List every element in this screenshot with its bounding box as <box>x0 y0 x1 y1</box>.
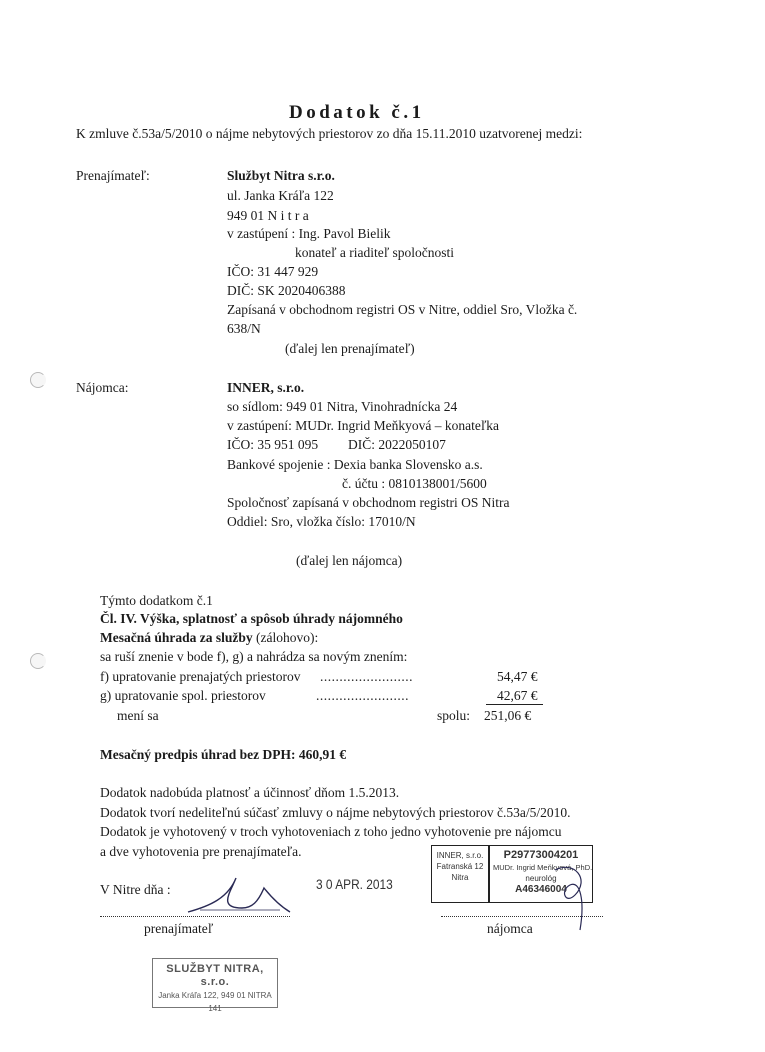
item-g-label: g) upratovanie spol. priestorov <box>100 688 266 703</box>
tenant-dic: DIČ: 2022050107 <box>348 437 446 452</box>
landlord-name: Službyt Nitra s.r.o. <box>227 168 335 183</box>
landlord-dic: DIČ: SK 2020406388 <box>227 283 346 298</box>
tenant-signature-label: nájomca <box>487 921 533 936</box>
punch-hole-top <box>30 372 46 388</box>
tenant-seat: so sídlom: 949 01 Nitra, Vinohradnícka 24 <box>227 399 458 414</box>
item-f-label: f) upratovanie prenajatých priestorov <box>100 669 301 684</box>
tenant-signature-icon <box>535 860 605 940</box>
document-subtitle: K zmluve č.53a/5/2010 o nájme nebytových priestorov zo dňa 15.11.2010 uzatvorenej medzi: <box>76 126 583 141</box>
tenant-label: Nájomca: <box>76 380 129 395</box>
monthly-payment-note: (zálohovo): <box>252 630 319 645</box>
landlord-rep: v zastúpení : Ing. Pavol Bielik <box>227 226 391 241</box>
integral-clause: Dodatok tvorí nedeliteľnú súčasť zmluvy o nájme nebytových priestorov č.53a/5/2010. <box>100 805 571 820</box>
landlord-register: Zapísaná v obchodnom registri OS v Nitre, oddiel Sro, Vložka č. <box>227 302 578 317</box>
monthly-total-excl-vat: Mesačný predpis úhrad bez DPH: 460,91 € <box>100 747 347 762</box>
landlord-ico: IČO: 31 447 929 <box>227 264 319 279</box>
landlord-street: ul. Janka Kráľa 122 <box>227 188 334 203</box>
tenant-alias: (ďalej len nájomca) <box>296 553 403 568</box>
changes-label: mení sa <box>117 708 159 723</box>
landlord-role: konateľ a riaditeľ spoločnosti <box>295 245 455 260</box>
amendment-intro: Týmto dodatkom č.1 <box>100 593 213 608</box>
tenant-stamp-line-3: Nitra <box>451 873 469 882</box>
tenant-company-stamp <box>431 845 489 903</box>
landlord-stamp-line-3: 141 <box>208 1004 222 1013</box>
tenant-stamp-line-1: INNER, s.r.o. <box>436 851 484 860</box>
date-stamp: 3 0 APR. 2013 <box>316 876 393 892</box>
copies-clause-2: a dve vyhotovenia pre prenajímateľa. <box>100 844 302 859</box>
monthly-payment-line <box>100 631 318 645</box>
tenant-account: č. účtu : 0810138001/5600 <box>342 476 487 491</box>
tenant-register: Spoločnosť zapísaná v obchodnom registri OS Nitra <box>227 495 510 510</box>
item-g-dots: ........................ <box>316 688 409 703</box>
tenant-stamp-line-2: Fatranská 12 <box>436 862 484 871</box>
tenant-rep: v zastúpení: MUDr. Ingrid Meňkyová – konateľka <box>227 418 500 433</box>
doctor-stamp-number: A46346004 <box>515 884 567 895</box>
tenant-ico: IČO: 35 951 095 <box>227 437 319 452</box>
tenant-bank: Bankové spojenie : Dexia banka Slovensko a.s. <box>227 457 483 472</box>
landlord-signature-line <box>100 916 290 917</box>
copies-clause-1: Dodatok je vyhotovený v troch vyhotoveniach z toho jedno vyhotovenie pre nájomcu <box>100 824 562 839</box>
landlord-signature-label: prenajímateľ <box>144 921 214 936</box>
doctor-stamp-name: MUDr. Ingrid Meňkyová, PhD. <box>493 863 593 872</box>
tenant-section: Oddiel: Sro, vložka číslo: 17010/N <box>227 514 416 529</box>
document-title: Dodatok č.1 <box>289 102 425 123</box>
item-f-value: 54,47 € <box>497 669 538 684</box>
cancels-clause: sa ruší znenie v bode f), g) a nahrádza sa novým znením: <box>100 649 408 664</box>
landlord-stamp-line-2: Janka Kráľa 122, 949 01 NITRA <box>158 991 272 1000</box>
article-heading: Čl. IV. Výška, splatnosť a spôsob úhrady nájomného <box>100 611 403 626</box>
landlord-label: Prenajímateľ: <box>76 168 150 183</box>
total-label: spolu: <box>437 708 471 723</box>
sum-underline <box>486 704 543 705</box>
validity-clause: Dodatok nadobúda platnosť a účinnosť dňom 1.5.2013. <box>100 785 400 800</box>
punch-hole-bottom <box>30 653 46 669</box>
landlord-register-insert: 638/N <box>227 321 261 336</box>
monthly-payment-heading: Mesačná úhrada za služby <box>100 630 253 645</box>
landlord-stamp-line-1: SLUŽBYT NITRA, s.r.o. <box>166 963 264 988</box>
item-g-value: 42,67 € <box>497 688 538 703</box>
landlord-signature-icon <box>180 868 300 918</box>
total-value: 251,06 € <box>484 708 532 723</box>
doctor-stamp-specialty: neurológ <box>525 874 557 883</box>
item-f-dots: ........................ <box>320 669 413 684</box>
signature-place: V Nitre dňa : <box>100 882 171 897</box>
landlord-city: 949 01 N i t r a <box>227 208 309 223</box>
tenant-name: INNER, s.r.o. <box>227 380 305 395</box>
doctor-stamp-code: P29773004201 <box>503 849 579 861</box>
landlord-company-stamp <box>152 958 278 1013</box>
landlord-alias: (ďalej len prenajímateľ) <box>285 341 415 356</box>
